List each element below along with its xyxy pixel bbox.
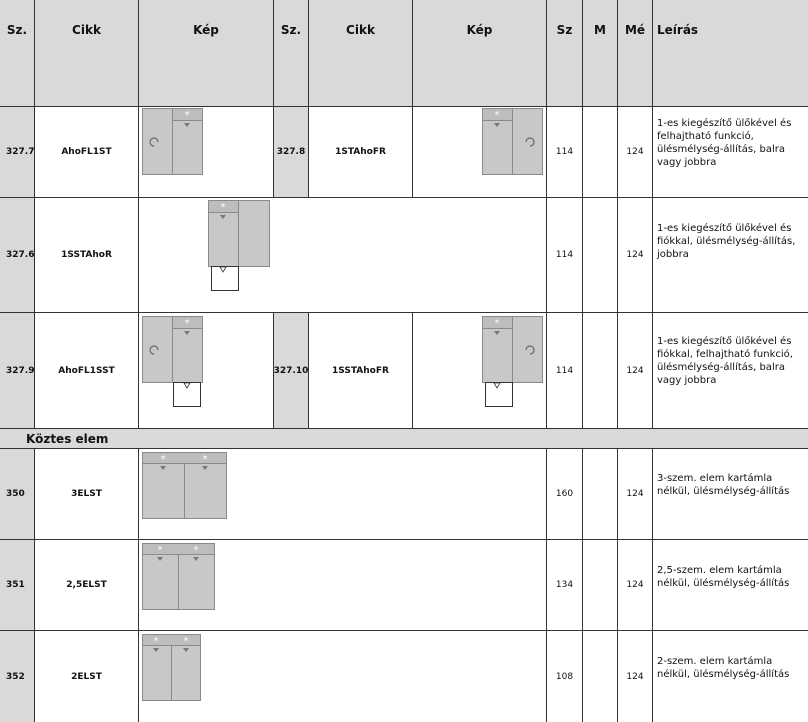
grid-line — [0, 539, 808, 540]
svg-text:*: * — [193, 545, 199, 556]
row-4-cikk: 3ELST — [71, 489, 102, 499]
svg-text:*: * — [494, 110, 500, 121]
row-6-cikk: 2ELST — [71, 671, 102, 682]
row-6-width: 108 — [555, 671, 574, 682]
row-2-sz: 327.6 — [0, 198, 34, 312]
grid-line — [546, 449, 547, 722]
row-1-sz-2: 327.8 — [274, 107, 308, 197]
grid-line — [617, 0, 618, 428]
row-3-cikk: AhoFL1SST — [58, 365, 115, 376]
row-3-sz: 327.9 — [0, 313, 34, 428]
grid-line — [0, 428, 808, 429]
row-6-depth: 124 — [626, 671, 644, 682]
grid-line — [138, 449, 139, 722]
grid-line — [0, 630, 808, 631]
row-3-sz-2: 327.10 — [274, 313, 308, 428]
sofa-drawer-seat-icon — [208, 200, 272, 294]
grid-line — [546, 0, 547, 428]
header-sz-2: Sz. — [274, 0, 308, 106]
svg-text:*: * — [494, 318, 500, 329]
grid-line — [308, 313, 309, 428]
header-cikk: Cikk — [35, 0, 138, 106]
grid-line — [582, 0, 583, 428]
sofa-armchair-left-icon — [142, 108, 204, 176]
header-width: Sz — [547, 0, 582, 106]
svg-text:*: * — [184, 318, 190, 329]
row-5-depth: 124 — [626, 580, 644, 590]
row-5-description: 2,5-szem. elem kartámla nélkül, ülésmélység-állítás — [657, 565, 790, 589]
grid-line — [34, 0, 35, 428]
row-1-cikk: AhoFL1ST — [61, 147, 112, 157]
grid-line — [0, 197, 808, 198]
row-1-description: 1-es kiegészítő ülőkével és felhajtható funkció, ülésmélység-állítás, balra vagy jobbra — [657, 118, 792, 168]
svg-text:*: * — [153, 636, 159, 647]
sofa-armchair-drawer-right-icon — [482, 316, 544, 410]
sofa-armchair-right-icon — [482, 108, 544, 176]
grid-line — [582, 449, 583, 722]
svg-text:*: * — [160, 454, 166, 465]
row-6-sz: 352 — [0, 631, 34, 722]
row-2-width: 114 — [555, 250, 574, 260]
row-3-description: 1-es kiegészítő ülőkével és fiókkal, felhajtható funkció, ülésmélység-állítás, balra vagy jobbra — [657, 336, 793, 386]
row-2-description: 1-es kiegészítő ülőkével és fiókkal, ülésmélység-állítás, jobbra — [657, 223, 796, 260]
header-kep-2: Kép — [413, 0, 546, 106]
grid-line — [412, 313, 413, 428]
row-5-sz: 351 — [0, 540, 34, 630]
sofa-3-seat-icon — [142, 452, 228, 520]
section-title: Köztes elem — [0, 429, 808, 448]
row-2-cikk: 1SSTAhoR — [61, 250, 112, 260]
header-sz: Sz. — [0, 0, 34, 106]
grid-line — [652, 449, 653, 722]
grid-line — [0, 312, 808, 313]
sofa-armchair-drawer-left-icon — [142, 316, 204, 410]
row-4-description: 3-szem. elem kartámla nélkül, ülésmélység-állítás — [657, 473, 790, 497]
grid-line — [617, 449, 618, 722]
sofa-2-5-seat-icon — [142, 543, 216, 611]
row-1-sz: 327.7 — [0, 107, 34, 197]
row-4-sz: 350 — [0, 449, 34, 539]
grid-line — [652, 0, 653, 428]
row-1-depth: 124 — [626, 147, 644, 157]
row-4-depth: 124 — [626, 489, 644, 499]
grid-line — [273, 313, 274, 428]
svg-text:*: * — [183, 636, 189, 647]
svg-text:*: * — [157, 545, 163, 556]
grid-line — [34, 449, 35, 722]
row-3-width: 114 — [555, 365, 574, 376]
grid-line — [0, 448, 808, 449]
row-2-depth: 124 — [626, 250, 644, 260]
row-3-depth: 124 — [626, 365, 644, 376]
grid-line — [412, 0, 413, 197]
header-height: M — [583, 0, 617, 106]
row-1-width: 114 — [555, 147, 574, 157]
grid-line — [273, 0, 274, 197]
row-5-width: 134 — [555, 580, 574, 590]
header-cikk-2: Cikk — [309, 0, 412, 106]
row-1-cikk-2: 1STAhoFR — [335, 147, 386, 157]
header-kep: Kép — [139, 0, 273, 106]
grid-line — [138, 0, 139, 428]
grid-line — [308, 0, 309, 197]
row-3-cikk-2: 1SSTAhoFR — [332, 365, 389, 376]
row-6-description: 2-szem. elem kartámla nélkül, ülésmélység-állítás — [657, 656, 790, 680]
row-5-cikk: 2,5ELST — [66, 580, 107, 590]
sofa-2-seat-icon — [142, 634, 202, 702]
svg-text:*: * — [184, 110, 190, 121]
svg-text:*: * — [220, 202, 226, 213]
header-description: Leírás — [653, 0, 808, 106]
grid-line — [0, 106, 808, 107]
svg-text:*: * — [202, 454, 208, 465]
row-4-width: 160 — [555, 489, 574, 499]
header-depth: Mé — [618, 0, 652, 106]
